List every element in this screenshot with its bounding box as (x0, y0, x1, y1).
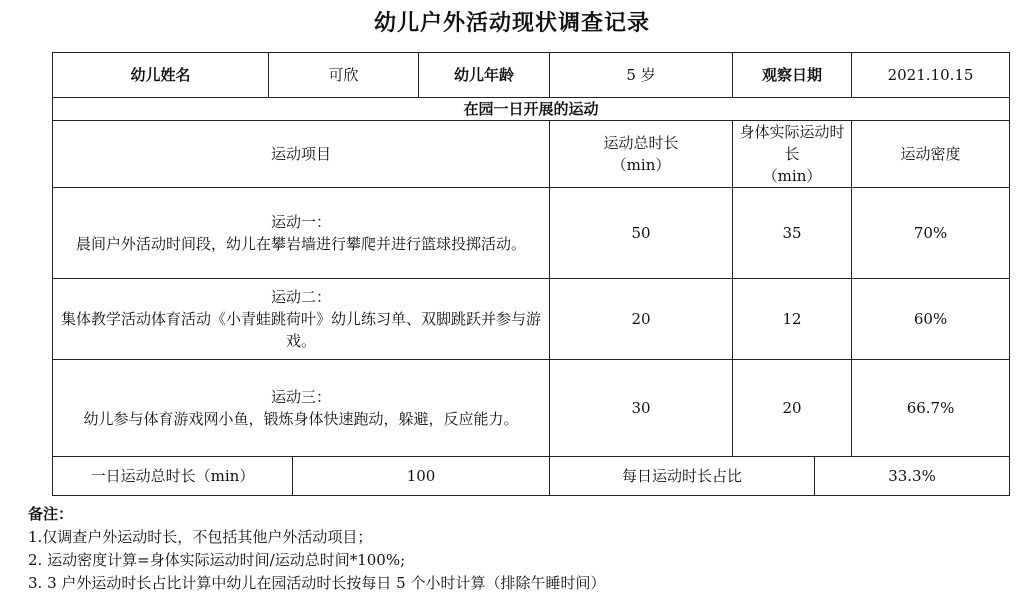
daily-ratio-label: 每日运动时长占比 (550, 457, 815, 496)
activity-description: 集体教学活动体育活动《小青蛙跳荷叶》幼儿练习单、双脚跳跃并参与游戏。 (61, 310, 542, 350)
notes-title: 备注： (28, 505, 74, 523)
activity-actual-time: 35 (733, 188, 852, 279)
child-age-value: 5 岁 (550, 53, 733, 98)
daily-total-value: 100 (293, 457, 550, 496)
summary-row (53, 457, 1010, 496)
activity-cell (53, 360, 550, 457)
col-total-time-unit: （min） (611, 156, 671, 174)
col-total-time-header (550, 121, 733, 188)
section-row (53, 98, 1010, 121)
activity-cell (53, 279, 550, 360)
col-density-header: 运动密度 (852, 121, 1010, 188)
activity-title: 运动二： (271, 288, 332, 306)
activity-actual-time: 20 (733, 360, 852, 457)
note-line-3: 3. 3 户外运动时长占比计算中幼儿在园活动时长按每日 5 个小时计算（排除午睡时间） (28, 574, 606, 592)
activity-title: 运动一： (271, 213, 332, 231)
note-line-2: 2. 运动密度计算=身体实际运动时间/运动总时间*100%; (28, 551, 406, 569)
observation-date-value: 2021.10.15 (852, 53, 1010, 98)
col-activity-header: 运动项目 (53, 121, 550, 188)
observation-table (52, 52, 1010, 496)
col-actual-time-unit: （min） (762, 167, 822, 185)
activity-actual-time: 12 (733, 279, 852, 360)
activity-description: 幼儿参与体育游戏网小鱼，锻炼身体快速跑动，躲避，反应能力。 (83, 410, 519, 428)
activity-density: 60% (852, 279, 1010, 360)
observation-date-label: 观察日期 (733, 53, 852, 98)
table-row (53, 360, 1010, 457)
child-name-value: 可欣 (269, 53, 419, 98)
activity-title: 运动三： (271, 388, 332, 406)
daily-total-label: 一日运动总时长（min） (53, 457, 293, 496)
table-row (53, 279, 1010, 360)
col-actual-time-header (733, 121, 852, 188)
activity-total-time: 30 (550, 360, 733, 457)
note-line-1: 1.仅调查户外运动时长，不包括其他户外活动项目； (28, 528, 373, 546)
daily-ratio-value: 33.3% (815, 457, 1010, 496)
table-row (53, 188, 1010, 279)
col-total-time-label: 运动总时长 (603, 134, 679, 152)
child-age-label: 幼儿年龄 (419, 53, 550, 98)
notes-section (28, 503, 1008, 595)
section-title: 在园一日开展的运动 (53, 98, 1010, 121)
header-row (53, 53, 1010, 98)
activity-density: 66.7% (852, 360, 1010, 457)
activity-description: 晨间户外活动时间段，幼儿在攀岩墙进行攀爬并进行篮球投掷活动。 (76, 235, 527, 253)
page-title: 幼儿户外活动现状调查记录 (373, 11, 650, 36)
activity-total-time: 50 (550, 188, 733, 279)
activity-density: 70% (852, 188, 1010, 279)
col-actual-time-label: 身体实际运动时长 (739, 123, 845, 163)
child-name-label: 幼儿姓名 (53, 53, 269, 98)
activity-cell (53, 188, 550, 279)
column-header-row (53, 121, 1010, 188)
activity-total-time: 20 (550, 279, 733, 360)
